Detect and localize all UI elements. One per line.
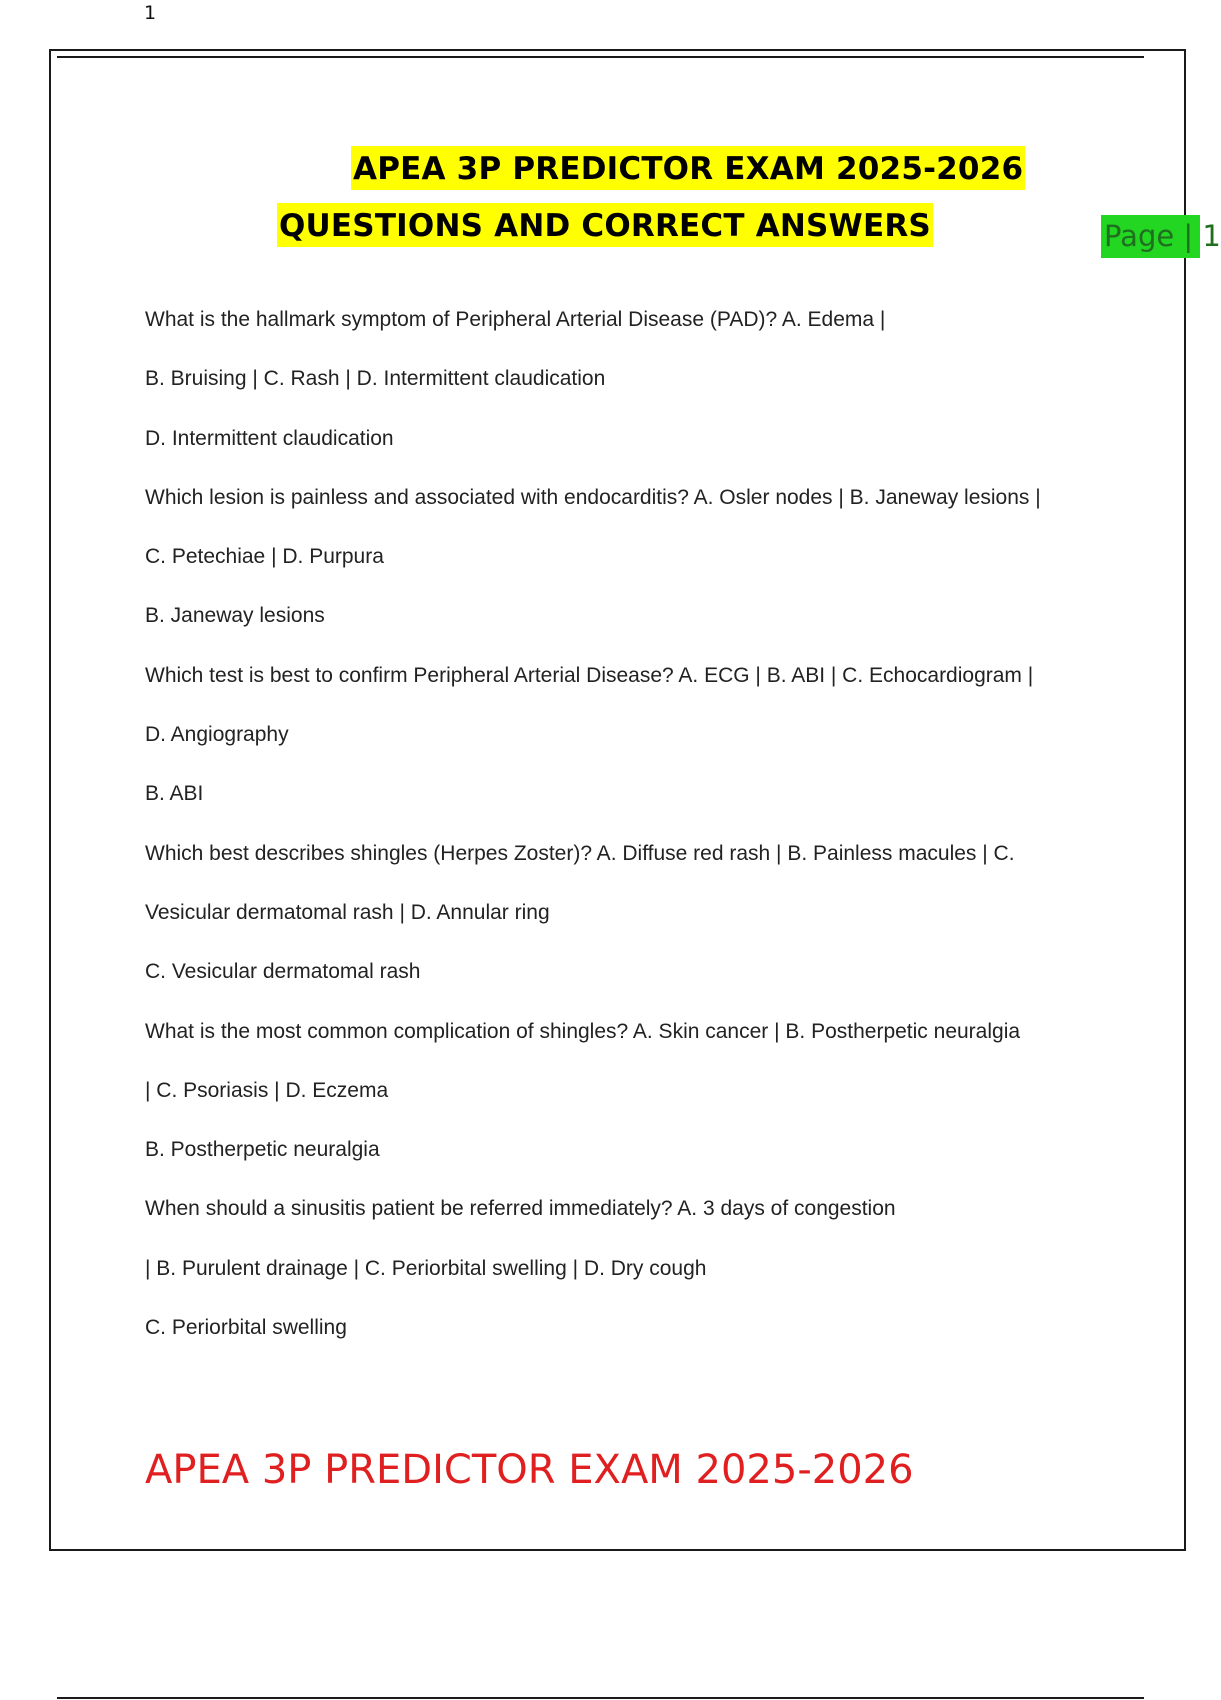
footer-rule [57,1697,1144,1699]
footer-title: APEA 3P PREDICTOR EXAM 2025-2026 [145,1447,914,1493]
q1-line-2: B. Bruising | C. Rash | D. Intermittent claudication [145,367,606,391]
page-tag: Page | 1 [1101,215,1200,258]
q3-line-1: Which test is best to confirm Peripheral Arterial Disease? A. ECG | B. ABI | C. Echocardiogram | [145,663,1034,687]
q6-line-2: | B. Purulent drainage | C. Periorbital swelling | D. Dry cough [145,1256,707,1280]
q4-answer: C. Vesicular dermatomal rash [145,960,421,984]
q5-line-2: | C. Psoriasis | D. Eczema [145,1078,389,1102]
q2-line-1: Which lesion is painless and associated with endocarditis? A. Osler nodes | B. Janeway lesions | [145,485,1041,509]
q1-answer: D. Intermittent claudication [145,426,394,450]
q4-line-1: Which best describes shingles (Herpes Zoster)? A. Diffuse red rash | B. Painless macules | C. [145,841,1015,865]
question-answer-list [145,305,1125,1372]
title-line-2: QUESTIONS AND CORRECT ANSWERS [277,203,933,247]
q6-answer: C. Periorbital swelling [145,1316,347,1340]
q2-line-2: C. Petechiae | D. Purpura [145,545,384,569]
q3-line-2: D. Angiography [145,723,289,747]
q5-answer: B. Postherpetic neuralgia [145,1138,380,1162]
q1-line-1: What is the hallmark symptom of Peripheral Arterial Disease (PAD)? A. Edema | [145,308,886,331]
q5-line-1: What is the most common complication of shingles? A. Skin cancer | B. Postherpetic neuralgia [145,1019,1021,1043]
q6-line-1: When should a sinusitis patient be referred immediately? A. 3 days of congestion [145,1197,896,1221]
q4-line-2: Vesicular dermatomal rash | D. Annular ring [145,900,550,924]
q3-answer: B. ABI [145,782,204,806]
page-number: 1 [144,2,157,24]
header-rule [57,56,1144,58]
q2-answer: B. Janeway lesions [145,604,325,628]
title-line-1: APEA 3P PREDICTOR EXAM 2025-2026 [351,146,1025,190]
